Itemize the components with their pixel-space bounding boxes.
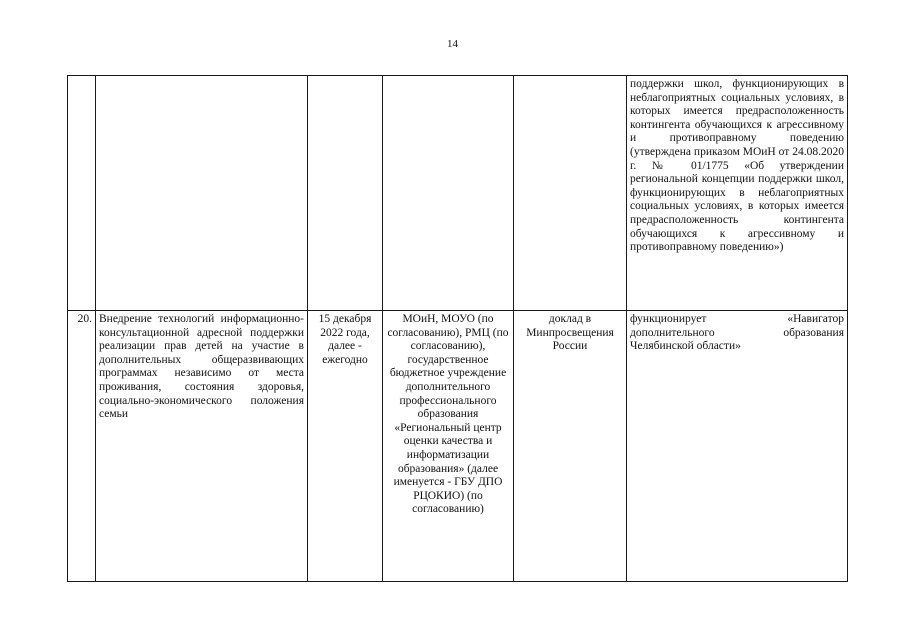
measures-table xyxy=(67,75,848,582)
table-cell-empty xyxy=(308,76,383,311)
measure-text: Внедрение технологий информационно-консультационной адресной поддержки реализации прав детей на участие в дополнительных общеразвивающих программах независимо от места проживания, состояния здоровья, социально-экономического положения семьи xyxy=(96,311,308,582)
deadline-text: 15 декабря 2022 года, далее - ежегодно xyxy=(308,311,383,582)
continuation-result-text: поддержки школ, функционирующих в неблагоприятных социальных условиях, в которых имеется предрасположенность контингента обучающихся к агрессивному и противоправному поведению (утверждена приказом МОиН от 24.08.2020 г. № 01/1775 «Об утверждении региональной концепции поддержки школ, функционирующих в неблагоприятных социальных условиях, в которых имеется предрасположенность контингента обучающихся к агрессивному и противоправному поведению») xyxy=(627,76,848,311)
result-text: функционирует «Навигатор дополнительного образования Челябинской области» xyxy=(627,311,848,582)
page-number: 14 xyxy=(447,38,458,50)
table-row-continuation xyxy=(68,76,848,311)
responsible-text: МОиН, МОУО (по согласованию), РМЦ (по согласованию), государственное бюджетное учреждение дополнительного профессионального образования «Региональный центр оценки качества и информатизации образования» (далее именуется - ГБУ ДПО РЦОКИО) (по согласованию) xyxy=(383,311,514,582)
row-number: 20. xyxy=(68,311,96,582)
table-cell-empty xyxy=(68,76,96,311)
table-cell-empty xyxy=(96,76,308,311)
table-row-20 xyxy=(68,311,848,582)
result-form-text: доклад в Минпросвещения России xyxy=(514,311,627,582)
table-cell-empty xyxy=(514,76,627,311)
table-cell-empty xyxy=(383,76,514,311)
